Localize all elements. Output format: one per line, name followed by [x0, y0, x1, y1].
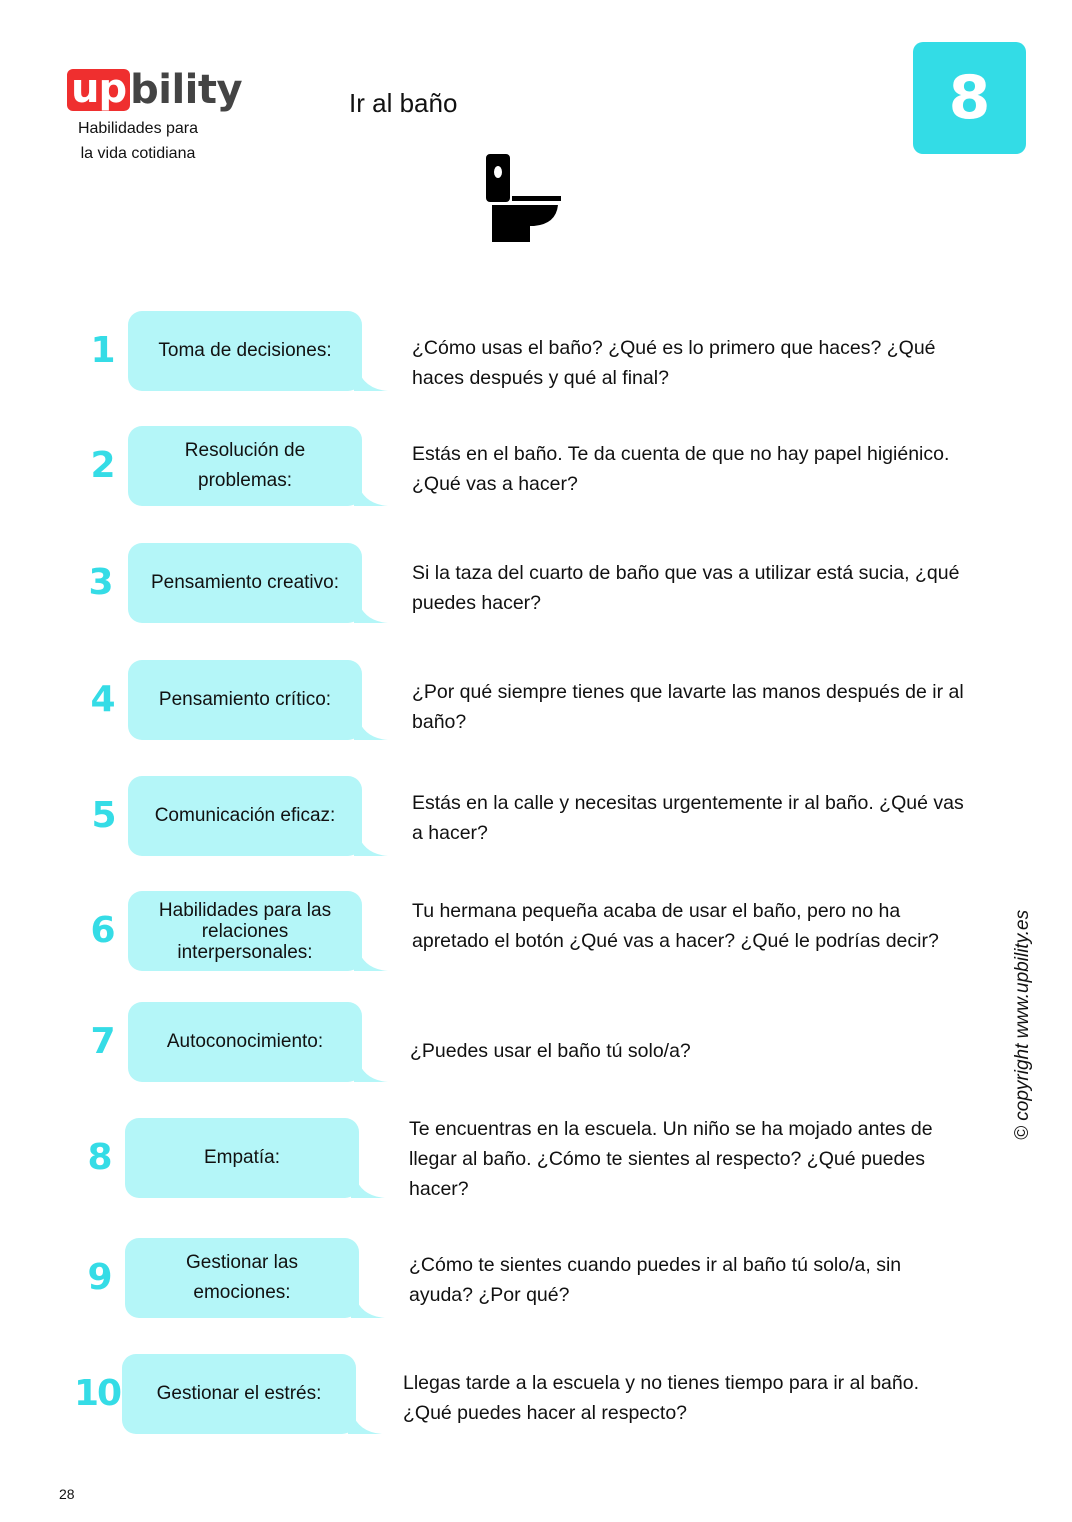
skill-number: 4 — [90, 679, 114, 720]
skill-row — [0, 1354, 1000, 1444]
skill-question: Llegas tarde a la escuela y no tienes tiempo para ir al baño. ¿Qué puedes hacer al respecto? — [403, 1372, 919, 1424]
skill-number: 9 — [87, 1257, 111, 1298]
skill-row — [0, 1238, 1000, 1328]
skill-label-bubble: Autoconocimiento: — [128, 1002, 362, 1082]
skill-question: Estás en la calle y necesitas urgentemente ir al baño. ¿Qué vas a hacer? — [412, 792, 964, 844]
skill-label-bubble: Resolución de problemas: — [128, 426, 362, 506]
skill-label-bubble: Comunicación eficaz: — [128, 776, 362, 856]
skill-label-bubble: Toma de decisiones: — [128, 311, 362, 391]
skill-question: ¿Puedes usar el baño tú solo/a? — [410, 1040, 691, 1062]
logo-bility: bility — [130, 67, 243, 113]
skill-row — [0, 543, 1000, 633]
skill-row — [0, 660, 1000, 750]
logo-subtitle — [67, 116, 209, 166]
skill-label-bubble: Pensamiento creativo: — [128, 543, 362, 623]
skill-number: 5 — [91, 795, 115, 836]
skill-label-bubble: Habilidades para las relaciones interpersonales: — [128, 891, 362, 971]
skill-number: 7 — [90, 1021, 114, 1062]
logo-subtitle-line1: Habilidades para — [77, 120, 199, 137]
skill-label-bubble: Pensamiento crítico: — [128, 660, 362, 740]
page-title: Ir al baño — [349, 88, 458, 118]
skill-label-bubble: Gestionar el estrés: — [122, 1354, 356, 1434]
skill-number: 10 — [73, 1373, 121, 1414]
skill-question: Te encuentras en la escuela. Un niño se ha mojado antes de llegar al baño. ¿Cómo te sientes al respecto? ¿Qué puedes hacer? — [409, 1118, 933, 1200]
skill-label-bubble: Gestionar las emociones: — [125, 1238, 359, 1318]
skill-number: 6 — [90, 910, 114, 951]
page-number: 28 — [59, 1486, 75, 1502]
logo-subtitle-line2: la vida cotidiana — [80, 145, 196, 162]
skill-row — [0, 1118, 1000, 1208]
logo-wordmark — [67, 66, 243, 113]
skill-row — [0, 776, 1000, 866]
upbility-logo — [67, 66, 243, 166]
skill-row — [0, 426, 1000, 516]
skill-row — [0, 1002, 1000, 1092]
skill-question: Estás en el baño. Te da cuenta de que no hay papel higiénico. ¿Qué vas a hacer? — [412, 443, 950, 495]
skill-number: 8 — [87, 1137, 111, 1178]
skill-row — [0, 311, 1000, 401]
skill-number: 2 — [90, 445, 114, 486]
skill-question: Si la taza del cuarto de baño que vas a utilizar está sucia, ¿qué puedes hacer? — [412, 562, 960, 614]
skill-question: ¿Cómo usas el baño? ¿Qué es lo primero que haces? ¿Qué haces después y qué al final? — [412, 337, 936, 389]
toilet-icon — [484, 152, 564, 244]
logo-up: up — [67, 69, 130, 111]
skill-number: 1 — [90, 330, 114, 371]
skill-question: ¿Por qué siempre tienes que lavarte las manos después de ir al baño? — [412, 681, 964, 733]
skill-label-bubble: Empatía: — [125, 1118, 359, 1198]
skill-row — [0, 891, 1000, 981]
copyright-notice: © copyright www.upbility.es — [1012, 909, 1033, 1140]
skill-number: 3 — [88, 562, 112, 603]
skill-question: ¿Cómo te sientes cuando puedes ir al baño tú solo/a, sin ayuda? ¿Por qué? — [409, 1254, 902, 1306]
worksheet-number-badge: 8 — [913, 42, 1026, 154]
skill-question: Tu hermana pequeña acaba de usar el baño, pero no ha apretado el botón ¿Qué vas a hacer? ¿Qué le podrías decir? — [412, 900, 939, 952]
